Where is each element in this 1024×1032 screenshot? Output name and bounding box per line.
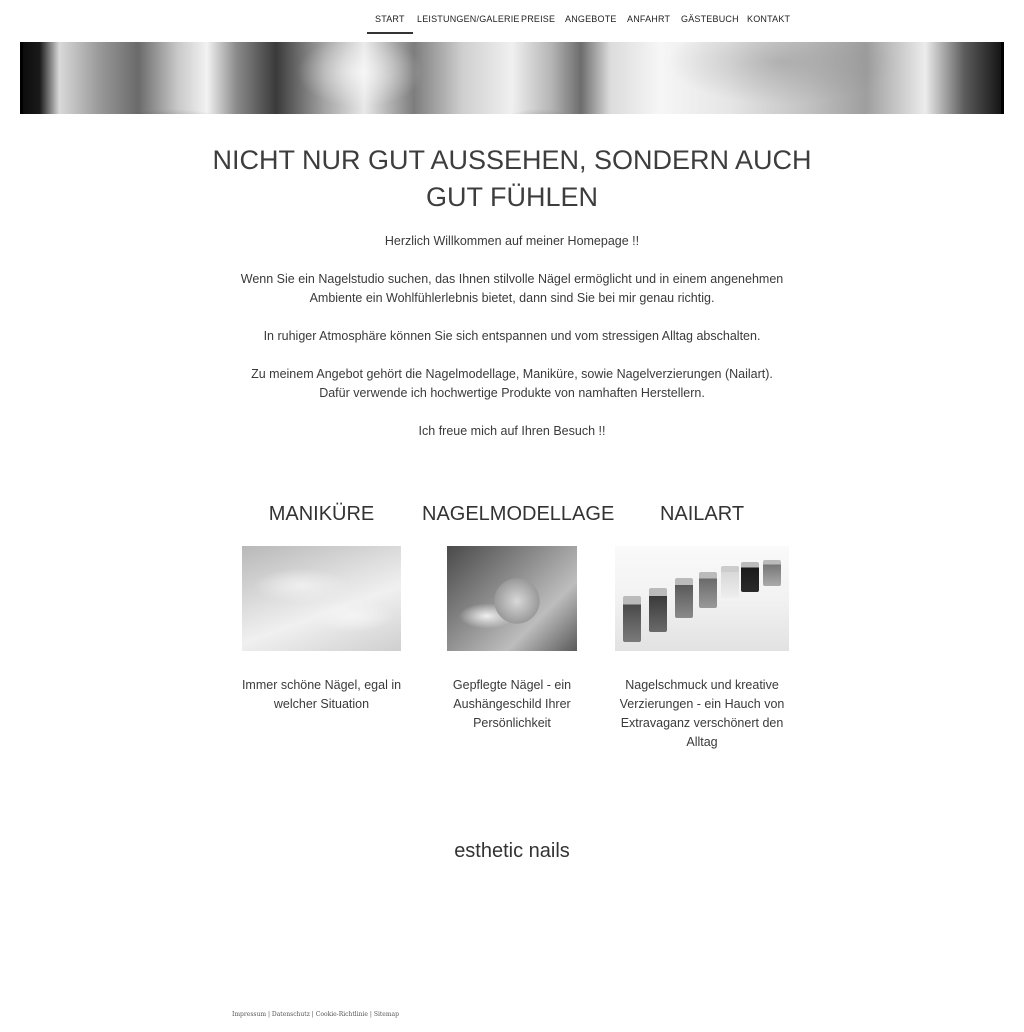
caption-line: welcher Situation <box>273 697 370 711</box>
intro-paragraph-offer-line-1: Zu meinem Angebot gehört die Nagelmodellage, Maniküre, sowie Nagelverzierungen (Nailart). <box>251 367 773 381</box>
hero-shading <box>20 42 1004 114</box>
glitter-bottle <box>675 578 693 618</box>
nav-item-angebote[interactable]: ANGEBOTE <box>565 14 617 24</box>
intro-paragraph-offer-line-2: Dafür verwende ich hochwertige Produkte von namhaften Herstellern. <box>319 386 705 400</box>
nagelmodellage-photo <box>447 546 577 651</box>
footer-separator: | <box>369 1011 372 1018</box>
service-manikuere <box>241 500 402 711</box>
caption-line: Immer schöne Nägel, egal in <box>241 678 402 692</box>
brand-name: esthetic nails <box>454 840 570 862</box>
service-title-nailart: NAILART <box>659 503 745 525</box>
hero-edge-right <box>1001 42 1004 114</box>
glitter-bottle <box>623 596 641 642</box>
footer-separator: | <box>311 1011 314 1018</box>
glitter-bottle <box>741 562 759 592</box>
service-nagelmodellage <box>422 500 615 730</box>
footer-link-datenschutz[interactable]: Datenschutz <box>271 1011 310 1018</box>
intro-paragraph-studio-line-1: Wenn Sie ein Nagelstudio suchen, das Ihnen stilvolle Nägel ermöglicht und in einem angenehmen <box>240 272 784 286</box>
intro-welcome: Herzlich Willkommen auf meiner Homepage !! <box>384 234 640 248</box>
nav-item-anfahrt[interactable]: ANFAHRT <box>627 14 671 24</box>
caption-line: Extravaganz verschönert den <box>620 716 784 730</box>
intro-paragraph-studio-line-2: Ambiente ein Wohlfühlerlebnis bietet, dann sind Sie bei mir genau richtig. <box>309 291 715 305</box>
service-nailart <box>615 500 789 749</box>
main-navigation <box>0 0 1024 42</box>
nav-item-preise[interactable]: PREISE <box>521 14 556 24</box>
nav-item-kontakt[interactable]: KONTAKT <box>747 14 791 24</box>
page-headline <box>200 142 824 216</box>
caption-line: Nagelschmuck und kreative <box>625 678 779 692</box>
glitter-bottle <box>721 566 739 598</box>
caption-line: Verzierungen - ein Hauch von <box>619 697 785 711</box>
footer-separator: | <box>267 1011 270 1018</box>
footer-link-cookie-richtlinie[interactable]: Cookie-Richtlinie <box>315 1011 368 1018</box>
intro-paragraph-offer <box>230 365 794 403</box>
nav-item-leistungen-galerie[interactable]: LEISTUNGEN/GALERIE <box>417 14 520 24</box>
intro-paragraph-atmosphere: In ruhiger Atmosphäre können Sie sich entspannen und vom stressigen Alltag abschalten. <box>263 329 761 343</box>
caption-line: Alltag <box>686 735 718 749</box>
glitter-bottle <box>699 572 717 608</box>
service-caption-nailart <box>615 676 789 752</box>
caption-line: Gepflegte Nägel - ein <box>452 678 572 692</box>
footer-links <box>232 1011 399 1018</box>
nailart-photo <box>615 546 789 651</box>
footer-link-sitemap[interactable]: Sitemap <box>373 1011 399 1018</box>
service-caption-manikuere <box>232 676 411 714</box>
manikuere-photo <box>242 546 401 651</box>
nav-item-start[interactable]: START <box>375 14 405 24</box>
intro-text <box>230 232 794 460</box>
glitter-bottle <box>649 588 667 632</box>
service-caption-nagelmodellage <box>422 676 602 733</box>
glitter-bottle <box>763 560 781 586</box>
service-title-nagelmodellage: NAGELMODELLAGE <box>422 503 615 525</box>
nav-item-gaestebuch[interactable]: GÄSTEBUCH <box>681 14 739 24</box>
service-title-manikuere: MANIKÜRE <box>268 503 375 525</box>
caption-line: Aushängeschild Ihrer <box>453 697 571 711</box>
intro-paragraph-studio <box>230 270 794 308</box>
footer-link-impressum[interactable]: Impressum <box>232 1011 267 1018</box>
headline-line-1: NICHT NUR GUT AUSSEHEN, SONDERN AUCH <box>212 145 812 175</box>
hero-banner-image <box>20 42 1004 114</box>
caption-line: Persönlichkeit <box>473 716 551 730</box>
hero-edge-left <box>20 42 23 114</box>
intro-closing: Ich freue mich auf Ihren Besuch !! <box>418 424 606 438</box>
headline-line-2: GUT FÜHLEN <box>425 182 599 212</box>
